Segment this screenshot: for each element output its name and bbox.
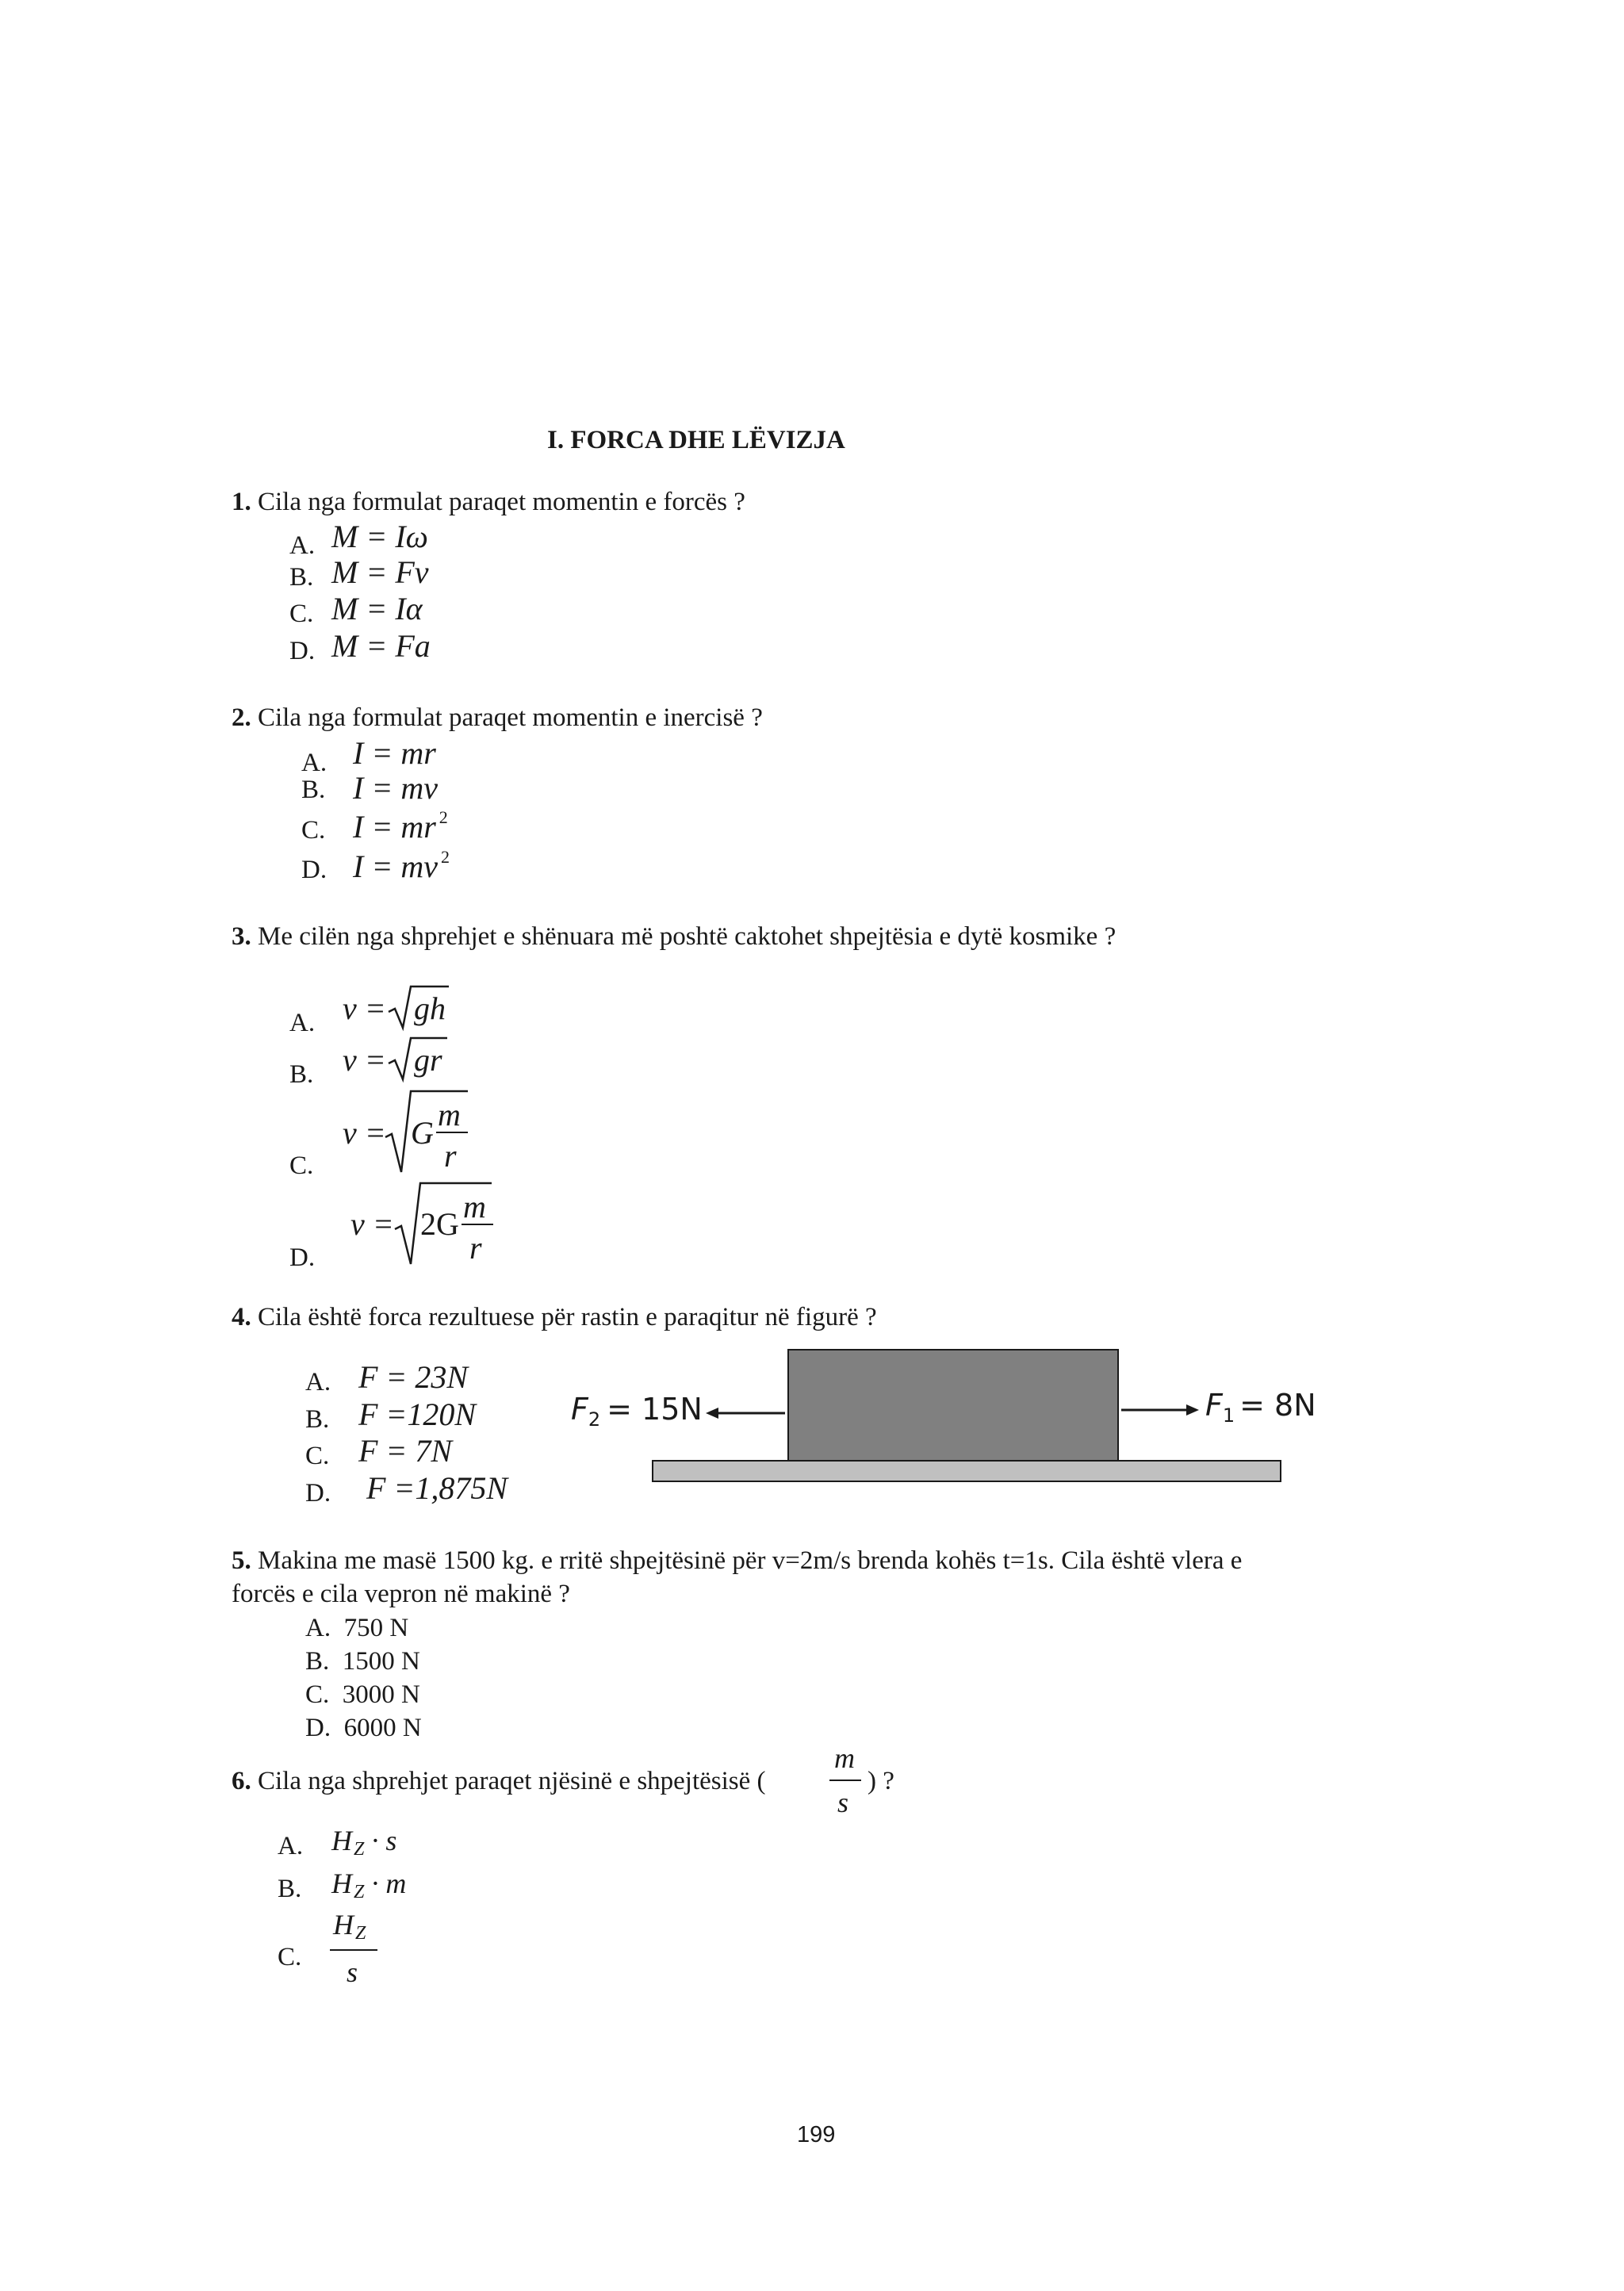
question-number: 2.: [232, 703, 251, 732]
option-label: C.: [289, 600, 314, 628]
option-label: A.: [289, 531, 316, 560]
option-formula: I = mv $^2$: [353, 847, 450, 884]
section-title: I. FORCA DHE LËVIZJA: [547, 426, 845, 454]
option-formula: I = mr $^2$: [353, 807, 448, 845]
option-formula: F = 23N: [358, 1359, 469, 1395]
option-label: A.: [301, 749, 327, 777]
question-number: 1.: [232, 488, 251, 516]
option-formula: I = mr: [353, 735, 436, 771]
option-formula: M = Iα: [331, 591, 423, 626]
radicand: gr: [414, 1042, 442, 1078]
option-label: D.: [289, 637, 316, 665]
exponent: 2: [439, 807, 448, 827]
fraction-bar: [436, 1132, 468, 1133]
formula-lhs: v =: [350, 1206, 394, 1242]
radicand-coef: G: [411, 1115, 434, 1151]
fraction-num: m: [438, 1097, 461, 1132]
force-f2-label: $F_2 = 15N$: [571, 1392, 703, 1431]
fraction-den: r: [444, 1138, 457, 1174]
fraction-den: r: [469, 1230, 482, 1266]
question-text: Cila nga shprehjet paraqet njësinë e shpejtësisë (: [258, 1767, 766, 1795]
formula-lhs: v =: [343, 990, 386, 1026]
question-number: 3.: [232, 922, 251, 951]
option-label: B.: [301, 776, 326, 804]
unit-den: s: [837, 1787, 849, 1818]
option-label: B.: [305, 1405, 330, 1434]
question-3: [232, 922, 1116, 952]
radicand: gh: [414, 990, 446, 1026]
question-number: 6.: [232, 1767, 251, 1795]
option-label: B.: [289, 1060, 314, 1089]
option: A. 750 N: [305, 1614, 409, 1642]
page-number: 199: [797, 2122, 836, 2147]
unit-fraction-bar: [829, 1780, 861, 1781]
option-label: D.: [301, 856, 327, 884]
forces-figure: [555, 1340, 1316, 1491]
option-label: A.: [278, 1832, 304, 1860]
option-formula: $H_Z \cdot m$: [331, 1868, 407, 1902]
fraction-num: m: [463, 1189, 486, 1224]
option-formula: M = Iω: [331, 519, 428, 554]
question-1: [232, 488, 745, 517]
question-text: Cila është forca rezultuese për rastin e paraqitur në figurë ?: [258, 1303, 877, 1331]
exponent: 2: [440, 847, 450, 867]
force-f1-label: $F_1 = 8N$: [1205, 1388, 1316, 1427]
question-number: 5.: [232, 1546, 251, 1575]
option-formula: M = Fv: [331, 554, 429, 590]
formula-lhs: v =: [343, 1115, 386, 1151]
option-formula: I = mv: [353, 770, 438, 806]
question-text: Cila nga formulat paraqet momentin e inercisë ?: [258, 703, 763, 732]
question-text-continued: forcës e cila vepron në makinë ?: [232, 1580, 570, 1608]
option-label: C.: [305, 1442, 330, 1470]
option-label: B.: [289, 563, 314, 592]
option-formula: $H_Z \cdot s$: [331, 1825, 397, 1860]
arrowhead-right: [1186, 1404, 1199, 1416]
ground-surface: [653, 1461, 1281, 1481]
option: B. 1500 N: [305, 1647, 420, 1676]
option-label: B.: [278, 1875, 302, 1903]
option-label: A.: [289, 1009, 316, 1037]
question-number: 4.: [232, 1303, 251, 1331]
option-formula: F =120N: [358, 1396, 477, 1432]
question-5: [232, 1546, 1242, 1576]
option-label: D.: [305, 1479, 331, 1508]
option-label: A.: [305, 1368, 331, 1396]
sqrt-formula: [343, 1041, 386, 1078]
option-formula: F = 7N: [358, 1433, 453, 1469]
question-4: [232, 1303, 877, 1332]
question-6: [232, 1767, 766, 1796]
sqrt-formula: [343, 990, 386, 1027]
option-label: C.: [301, 816, 326, 845]
question-text: Makina me masë 1500 kg. e rritë shpejtësinë për v=2m/s brenda kohës t=1s. Cila është vlera e: [258, 1546, 1243, 1575]
option-label: C.: [289, 1151, 314, 1180]
arrowhead-left: [706, 1408, 718, 1419]
option-formula: F =1,875N: [366, 1470, 508, 1506]
question-text-end: ) ?: [868, 1767, 894, 1795]
fraction-bar: [462, 1224, 493, 1225]
question-text: Cila nga formulat paraqet momentin e forcës ?: [258, 488, 745, 516]
option: C. 3000 N: [305, 1680, 420, 1709]
fraction-den: s: [347, 1956, 358, 1988]
question-2: [232, 703, 763, 733]
block: [788, 1350, 1118, 1461]
radicand-coef: 2G: [420, 1206, 459, 1242]
question-text: Me cilën nga shprehjet e shënuara më poshtë caktohet shpejtësia e dytë kosmike ?: [258, 922, 1116, 951]
option-formula: M = Fa: [331, 628, 431, 664]
fraction-bar: [330, 1949, 377, 1951]
unit-num: m: [834, 1742, 855, 1774]
formula-lhs: v =: [343, 1042, 386, 1078]
option: D. 6000 N: [305, 1714, 422, 1742]
option-label: D.: [289, 1243, 316, 1272]
option-label: C.: [278, 1943, 302, 1971]
fraction-num: $H_Z$: [333, 1909, 366, 1944]
